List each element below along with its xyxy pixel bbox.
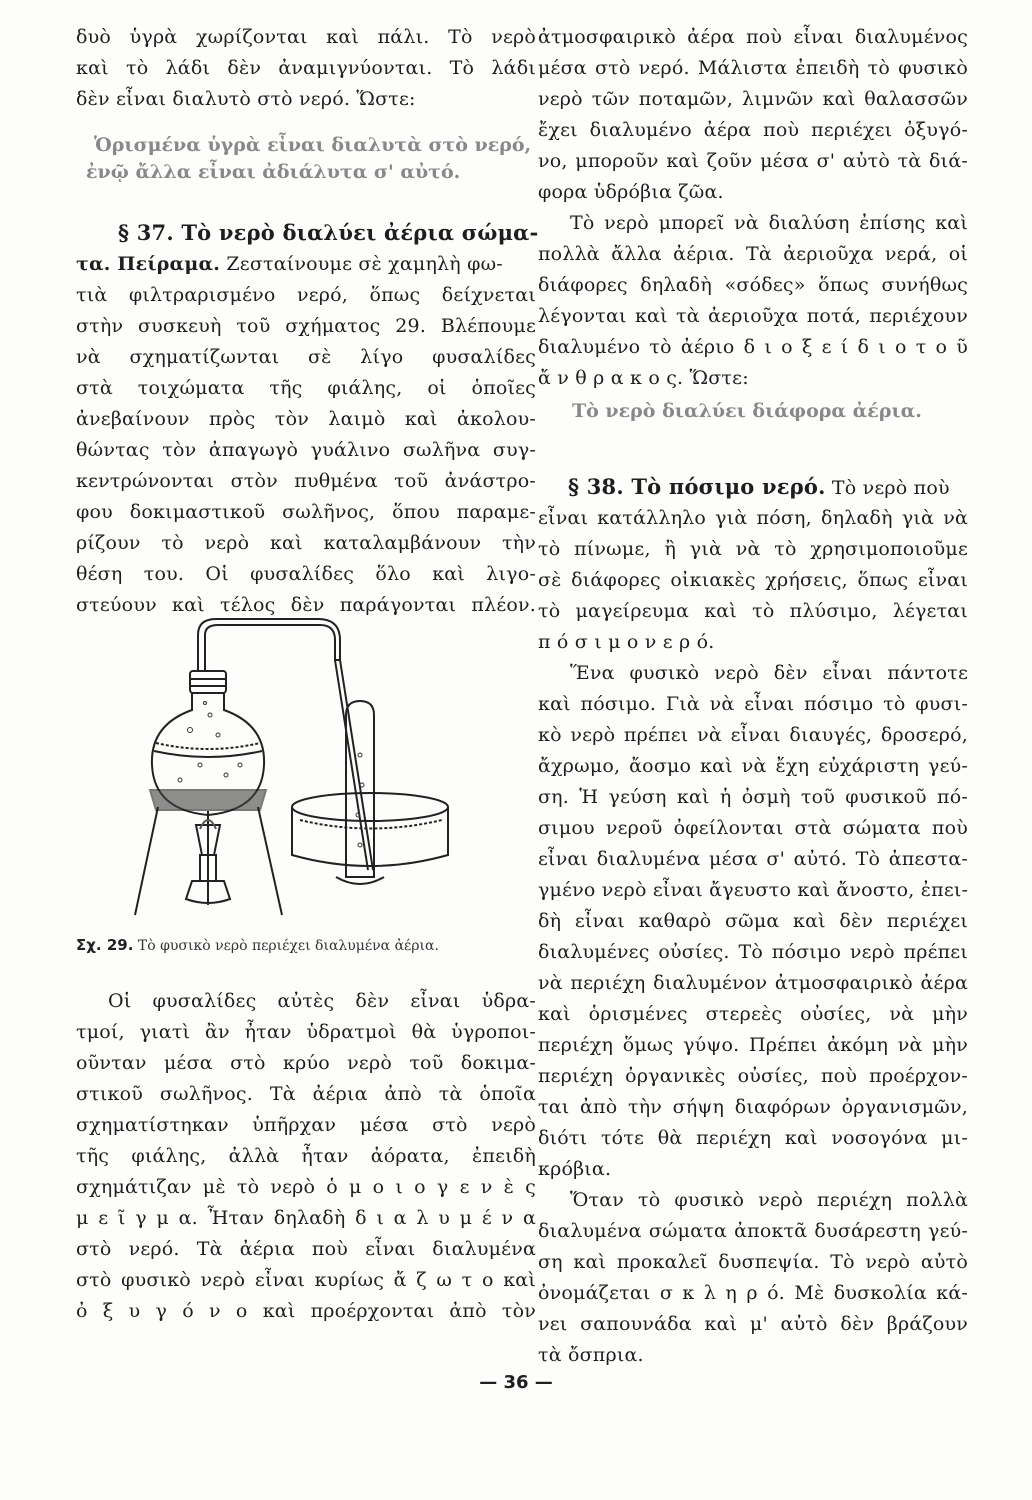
text-line: νο, μποροῦν καὶ ζοῦν μέσα σ' αὐτὸ τὰ διά- [538,150,968,172]
text-line: κεντρώνονται στὸν πυθμένα τοῦ ἀνάστρο- [76,470,536,492]
text-line: Τὸ νερὸ μπορεῖ νὰ διαλύση ἐπίσης καὶ [570,212,968,234]
text-line: Οἱ φυσαλίδες αὐτὲς δὲν εἶναι ὑδρα- [108,990,536,1012]
text-line: ση καὶ προκαλεῖ δυσπεψία. Τὸ νερὸ αὐτὸ [538,1251,968,1273]
text-line: εἶναι διαλυμένα μέσα σ' αὐτό. Τὸ ἀπεστα- [538,848,968,870]
text-line: στὴν συσκευὴ τοῦ σχήματος 29. Βλέπουμε [76,315,536,337]
text-line: στὸ φυσικὸ νερὸ εἶναι κυρίως ἄ ζ ω τ ο καὶ [76,1269,536,1291]
text-line: Ἕνα φυσικὸ νερὸ δὲν εἶναι πάντοτε [570,662,968,684]
section-37-heading: § 37. Τὸ νερὸ διαλύει ἀέρια σώμα- [118,220,539,245]
text-line: στὰ τοιχώματα τῆς φιάλης, οἱ ὁποῖες [76,377,536,399]
text-line: καὶ ὁρισμένες στερεὲς οὐσίες, νὰ μὴν [538,1003,968,1025]
text-line: σιμου νεροῦ ὀφείλονται στὰ σώματα ποὺ [538,817,968,839]
text-line: στικοῦ σωλῆνος. Τὰ ἀέρια ἀπὸ τὰ ὁποῖα [76,1083,536,1105]
highlight-statement: Ὁρισμένα ὑγρὰ εἶναι διαλυτὰ στὸ νερό, [94,134,532,156]
text-line: φορα ὑδρόβια ζῶα. [538,181,724,203]
text-line: περιέχη ὅμως γύψο. Πρέπει ἀκόμη νὰ μὴν [538,1034,968,1056]
text-line: νὰ περιέχη διαλυμένον ἀτμοσφαιρικὸ ἀέρα [538,972,968,994]
text-line: τιὰ φιλτραρισμένο νερό, ὅπως δείχνεται [76,284,536,306]
text-line: θώντας τὸν ἀπαγωγὸ γυάλινο σωλῆνα συγ- [76,439,536,461]
text-line: δὴ εἶναι καθαρὸ σῶμα καὶ δὲν περιέχει [538,910,968,932]
text-line [538,474,968,501]
text-line: ἄ ν θ ρ α κ ο ς. Ὥστε: [538,367,749,389]
text-line: διαλυμένες οὐσίες. Τὸ πόσιμο νερὸ πρέπει [538,941,968,963]
text-span: Ζεσταίνουμε σὲ χαμηλὴ φω- [226,253,503,275]
text-span: Τὸ νερὸ ποὺ [831,477,950,499]
text-line: ρίζουν τὸ νερὸ καὶ καταλαμβάνουν τὴν [76,532,536,554]
text-line: εἶναι κατάλληλο γιὰ πόση, δηλαδὴ γιὰ νὰ [538,507,968,529]
text-line: ση. Ἡ γεύση καὶ ἡ ὀσμὴ τοῦ φυσικοῦ πό- [538,786,968,808]
text-line: δυὸ ὑγρὰ χωρίζονται καὶ πάλι. Τὸ νερὸ [76,26,536,48]
text-line: κρόβια. [538,1158,612,1180]
text-line: Ὅταν τὸ φυσικὸ νερὸ περιέχη πολλὰ [570,1189,968,1211]
text-line: περιέχη ὀργανικὲς οὐσίες, ποὺ προέρχον- [538,1065,968,1087]
text-line: οῦνταν μέσα στὸ κρύο νερὸ τοῦ δοκιμα- [76,1052,536,1074]
highlight-statement: Τὸ νερὸ διαλύει διάφορα ἀέρια. [572,400,922,422]
text-line: τὸ πίνωμε, ἢ γιὰ νὰ τὸ χρησιμοποιοῦμε [538,538,968,560]
text-line: στὸ νερό. Τὰ ἀέρια ποὺ εἶναι διαλυμένα [76,1238,536,1260]
section-37-heading-cont: τα. Πείραμα. [76,253,221,275]
text-line: ὀνομάζεται σ κ λ η ρ ό. Μὲ δυσκολία κά- [538,1282,968,1304]
text-line: τῆς φιάλης, ἀλλὰ ἦταν ἀόρατα, ἐπειδὴ [76,1145,536,1167]
text-line: ται ἀπὸ τὴν σήψη διαφόρων ὀργανισμῶν, [538,1096,968,1118]
text-line: ὀ ξ υ γ ό ν ο καὶ προέρχονται ἀπὸ τὸν [76,1300,536,1322]
text-line: ἔχει διαλυμένο ἀέρα ποὺ περιέχει ὀξυγό- [538,119,968,141]
text-line: πολλὰ ἄλλα ἀέρια. Τὰ ἀεριοῦχα νερά, οἱ [538,243,968,265]
section-38-heading: § 38. Τὸ πόσιμο νερό. [568,474,826,499]
text-line: διαλυμένο τὸ ἀέριο δ ι ο ξ ε ί δ ι ο τ ο ῦ [538,336,968,358]
text-line: τὰ ὄσπρια. [538,1344,644,1366]
text-line: μ ε ῖ γ μ α. Ἦταν δηλαδὴ δ ι α λ υ μ έ ν α [76,1207,536,1229]
figure-caption-text: Τὸ φυσικὸ νερὸ περιέχει διαλυμένα ἀέρια. [137,938,439,954]
text-line: θέση του. Οἱ φυσαλίδες ὅλο καὶ λιγο- [76,563,536,585]
text-line: διότι τότε θὰ περιέχη καὶ νοσογόνα μι- [538,1127,968,1149]
figure-29-apparatus [130,615,460,925]
page-number: — 36 — [479,1372,553,1393]
text-line: ἀτμοσφαιρικὸ ἀέρα ποὺ εἶναι διαλυμένος [538,26,968,48]
highlight-statement: ἐνῷ ἄλλα εἶναι ἀδιάλυτα σ' αὐτό. [86,161,461,183]
text-line: διαλυμένα σώματα ἀποκτᾶ δυσάρεστη γεύ- [538,1220,968,1242]
text-line: φου δοκιμαστικοῦ σωλῆνος, ὅπου παραμε- [76,501,536,523]
text-line: ἄχρωμο, ἄοσμο καὶ νὰ ἔχη εὐχάριστη γεύ- [538,755,968,777]
text-line: λέγονται καὶ τὰ ἀεριοῦχα ποτά, περιέχουν [538,305,968,327]
text-line: καὶ πόσιμο. Γιὰ νὰ εἶναι πόσιμο τὸ φυσι- [538,693,968,715]
text-line: τμοί, γιατὶ ἂν ἦταν ὑδρατμοὶ θὰ ὑγροποι- [76,1021,536,1043]
text-line: τὸ μαγείρευμα καὶ τὸ πλύσιμο, λέγεται [538,600,968,622]
text-line: γμένο νερὸ εἶναι ἄγευστο καὶ ἄνοστο, ἐπει- [538,879,969,901]
text-line: στεύουν καὶ τέλος δὲν παράγονται πλέον. [76,594,536,616]
text-line: διάφορες δηλαδὴ «σόδες» ὅπως συνήθως [538,274,968,296]
text-line: σχηματίστηκαν ὑπῆρχαν μέσα στὸ νερὸ [76,1114,536,1136]
figure-caption [76,936,439,954]
text-line: νει σαπουνάδα καὶ μ' αὐτὸ δὲν βράζουν [538,1313,968,1335]
text-line: σὲ διάφορες οἰκιακὲς χρήσεις, ὅπως εἶναι [538,569,968,591]
figure-label: Σχ. 29. [76,936,134,954]
text-line: κὸ νερὸ πρέπει νὰ εἶναι διαυγές, δροσερό, [538,724,968,746]
text-line: δὲν εἶναι διαλυτὸ στὸ νερό. Ὥστε: [76,88,416,110]
text-line: καὶ τὸ λάδι δὲν ἀναμιγνύονται. Τὸ λάδι [76,57,536,79]
text-line: σχημάτιζαν μὲ τὸ νερὸ ὁ μ ο ι ο γ ε ν ὲ ς [76,1176,536,1198]
text-line: νερὸ τῶν ποταμῶν, λιμνῶν καὶ θαλασσῶν [538,88,968,110]
text-line: μέσα στὸ νερό. Μάλιστα ἐπειδὴ τὸ φυσικὸ [538,57,968,79]
text-line: π ό σ ι μ ο ν ε ρ ό. [538,631,715,653]
text-line: ἀνεβαίνουν πρὸς τὸν λαιμὸ καὶ ἀκολου- [76,408,536,430]
text-line: νὰ σχηματίζωνται σὲ λίγο φυσαλίδες [76,346,536,368]
text-line [76,251,536,277]
